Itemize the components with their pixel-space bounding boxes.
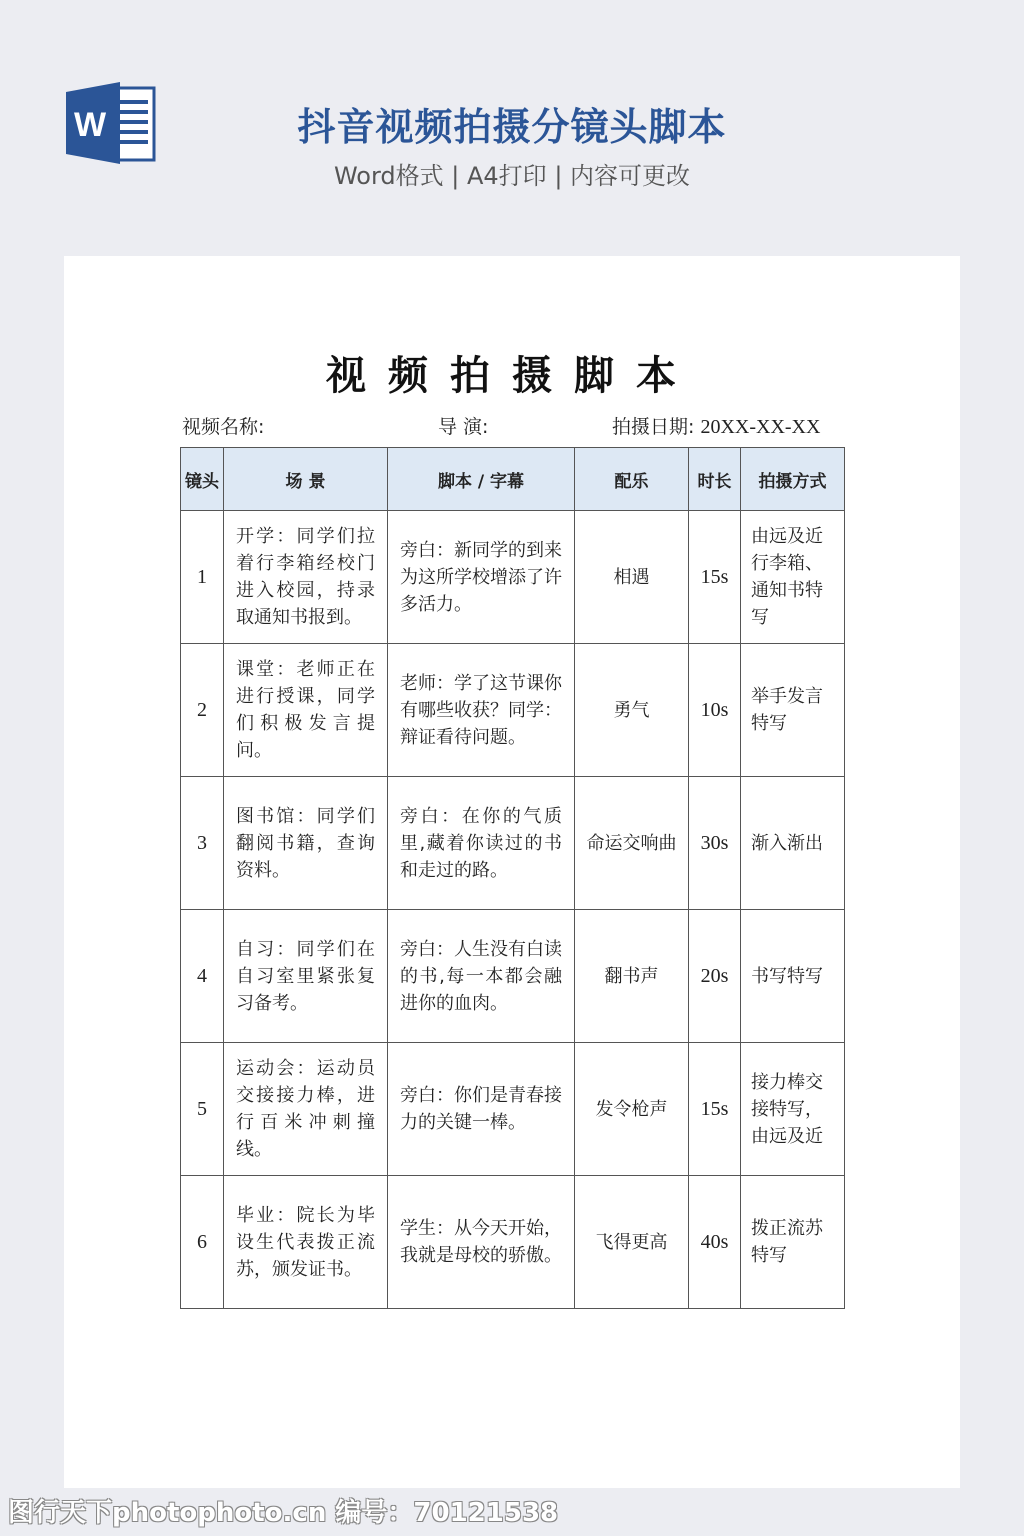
shot-number: 5: [181, 1043, 224, 1176]
method-cell: 举手发言特写: [741, 644, 845, 777]
script-cell: 学生：从今天开始，我就是母校的骄傲。: [388, 1176, 575, 1309]
scene-cell: 自习：同学们在自习室里紧张复习备考。: [224, 910, 388, 1043]
table-row: [181, 511, 845, 644]
music-cell: 飞得更高: [575, 1176, 689, 1309]
music-cell: 勇气: [575, 644, 689, 777]
table-row: [181, 1176, 845, 1309]
logo-letter: W: [73, 106, 107, 144]
watermark-text: 图行天下photophoto.cn 编号：70121538: [8, 1498, 559, 1528]
document-title: 视频拍摄脚本: [326, 352, 698, 399]
shot-number: 6: [181, 1176, 224, 1309]
table-row: [181, 1043, 845, 1176]
shot-number: 3: [181, 777, 224, 910]
table-row: [181, 644, 845, 777]
method-cell: 由远及近行李箱、通知书特写: [741, 511, 845, 644]
shot-number: 1: [181, 511, 224, 644]
duration-cell: 15s: [689, 1043, 741, 1176]
script-cell: 老师：学了这节课你有哪些收获？同学：辩证看待问题。: [388, 644, 575, 777]
header-shot: 镜头: [181, 448, 224, 511]
script-cell: 旁白：你们是青春接力的关键一棒。: [388, 1043, 575, 1176]
duration-cell: 20s: [689, 910, 741, 1043]
scene-cell: 运动会：运动员交接接力棒，进行百米冲刺撞线。: [224, 1043, 388, 1176]
scene-cell: 毕业：院长为毕设生代表拨正流苏，颁发证书。: [224, 1176, 388, 1309]
scene-cell: 开学：同学们拉着行李箱经校门进入校园，持录取通知书报到。: [224, 511, 388, 644]
shot-number: 2: [181, 644, 224, 777]
shoot-date-label: 拍摄日期:: [612, 416, 695, 438]
duration-cell: 40s: [689, 1176, 741, 1309]
duration-cell: 15s: [689, 511, 741, 644]
scene-cell: 图书馆：同学们翻阅书籍，查询资料。: [224, 777, 388, 910]
script-cell: 旁白：新同学的到来为这所学校增添了许多活力。: [388, 511, 575, 644]
scene-cell: 课堂：老师正在进行授课，同学们积极发言提问。: [224, 644, 388, 777]
shoot-date-value: 20XX-XX-XX: [700, 416, 821, 438]
method-cell: 拨正流苏特写: [741, 1176, 845, 1309]
header-duration: 时长: [689, 448, 741, 511]
banner-subtitle: Word格式 | A4打印 | 内容可更改: [333, 162, 691, 190]
method-cell: 接力棒交接特写，由远及近: [741, 1043, 845, 1176]
banner-title: 抖音视频拍摄分镜头脚本: [297, 105, 727, 149]
duration-cell: 10s: [689, 644, 741, 777]
music-cell: 相遇: [575, 511, 689, 644]
method-cell: 渐入渐出: [741, 777, 845, 910]
video-name-label: 视频名称:: [182, 416, 265, 438]
shot-number: 4: [181, 910, 224, 1043]
duration-cell: 30s: [689, 777, 741, 910]
table-row: [181, 910, 845, 1043]
shoot-date: [612, 412, 820, 439]
script-cell: 旁白：在你的气质里,藏着你读过的书和走过的路。: [388, 777, 575, 910]
music-cell: 发令枪声: [575, 1043, 689, 1176]
header-script: 脚本 / 字幕: [388, 448, 575, 511]
table-row: [181, 777, 845, 910]
header-music: 配乐: [575, 448, 689, 511]
director-label: 导 演:: [438, 416, 489, 438]
script-cell: 旁白：人生没有白读的书,每一本都会融进你的血肉。: [388, 910, 575, 1043]
header-method: 拍摄方式: [741, 448, 845, 511]
script-table: [180, 447, 845, 1309]
header-scene: 场 景: [224, 448, 388, 511]
music-cell: 命运交响曲: [575, 777, 689, 910]
music-cell: 翻书声: [575, 910, 689, 1043]
method-cell: 书写特写: [741, 910, 845, 1043]
table-header-row: [181, 448, 845, 511]
document-sheet: [64, 256, 960, 1488]
